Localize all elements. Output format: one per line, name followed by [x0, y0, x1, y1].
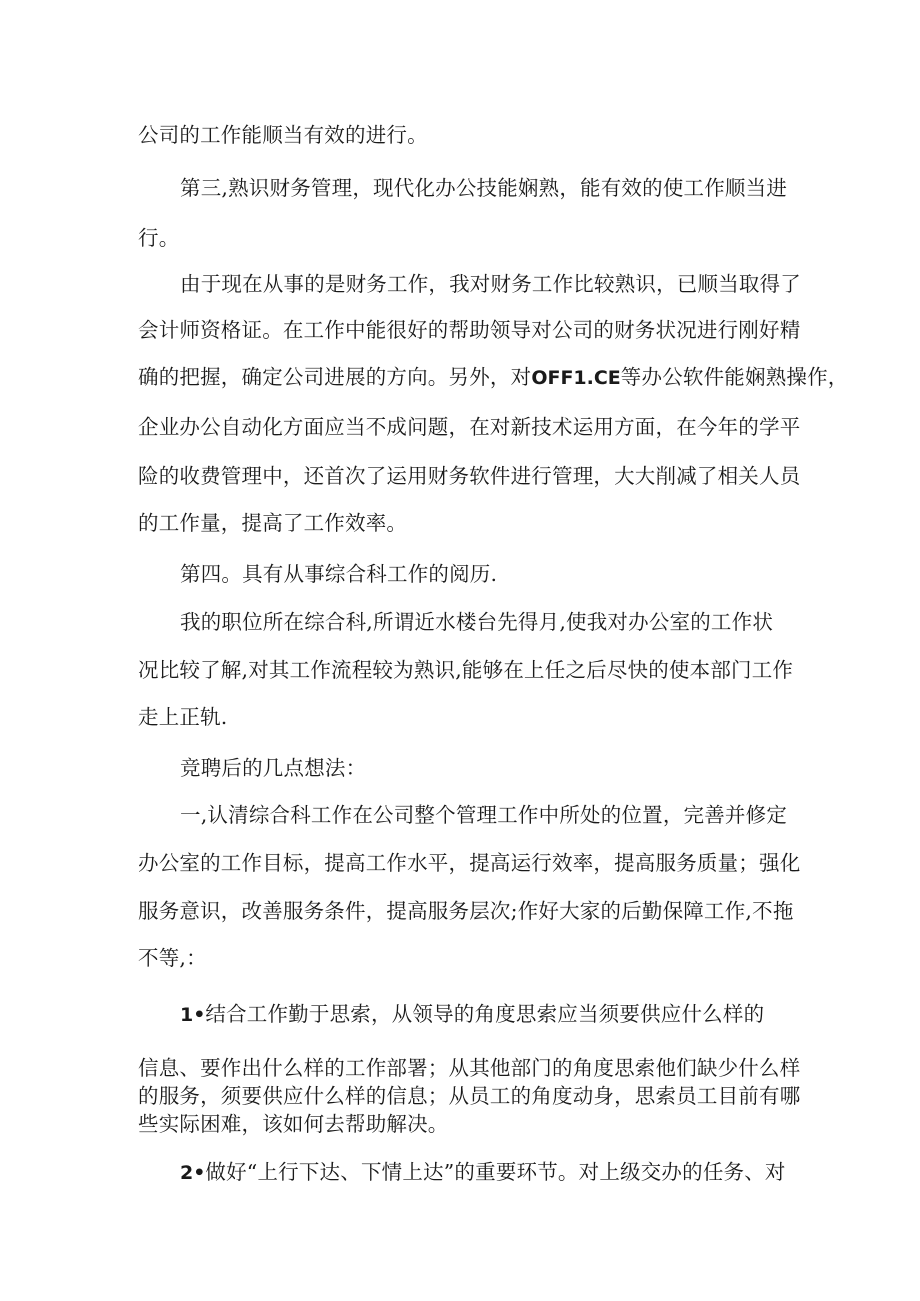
paragraph-line: 第四。具有从事综合科工作的阅历.: [180, 562, 498, 586]
paragraph-line: [138, 363, 849, 392]
paragraph-line: 况比较了解,对其工作流程较为熟识,能够在上任之后尽快的使本部门工作: [138, 658, 794, 682]
paragraph-line: [180, 1000, 764, 1029]
paragraph-line: 由于现在从事的是财务工作，我对财务工作比较熟识，已顺当取得了: [180, 272, 801, 296]
paragraph-line: 办公室的工作目标，提高工作水平，提高运行效率，提高服务质量；强化: [138, 851, 801, 875]
software-name: OFF1.CE: [531, 367, 621, 389]
text-run: 等办公软件能娴熟操作，: [620, 365, 849, 389]
paragraph-line: 的服务，须要供应什么样的信息；从员工的角度动身，思索员工目前有哪: [138, 1084, 801, 1108]
paragraph-line: 企业办公自动化方面应当不成问题，在对新技术运用方面，在今年的学平: [138, 415, 801, 439]
paragraph-line: 险的收费管理中，还首次了运用财务软件进行管理，大大削减了相关人员: [138, 464, 801, 488]
paragraph-line: 公司的工作能顺当有效的进行。: [138, 123, 428, 147]
paragraph-line: [180, 1158, 786, 1187]
paragraph-line: 服务意识，改善服务条件，提高服务层次;作好大家的后勤保障工作,不拖: [138, 899, 794, 923]
text-run: 做好“上行下达、下情上达”的重要环节。对上级交办的任务、对: [205, 1160, 786, 1184]
list-number: 2•: [180, 1162, 206, 1184]
text-run: 结合工作勤于思索，从领导的角度思索应当须要供应什么样的: [205, 1002, 765, 1026]
paragraph-line: 走上正轨.: [138, 705, 228, 729]
list-number: 1•: [180, 1004, 206, 1026]
paragraph-line: 的工作量，提高了工作效率。: [138, 511, 408, 535]
paragraph-line: 第三,熟识财务管理，现代化办公技能娴熟，能有效的使工作顺当进: [180, 176, 788, 200]
paragraph-line: 竞聘后的几点想法：: [180, 756, 367, 780]
paragraph-line: 会计师资格证。在工作中能很好的帮助领导对公司的财务状况进行刚好精: [138, 318, 801, 342]
paragraph-line: 不等,：: [138, 946, 207, 970]
paragraph-line: 一,认清综合科工作在公司整个管理工作中所处的位置，完善并修定: [180, 803, 788, 827]
paragraph-line: 行。: [138, 226, 180, 250]
paragraph-line: 信息、要作出什么样的工作部署；从其他部门的角度思索他们缺少什么样: [138, 1056, 801, 1080]
text-run: 确的把握，确定公司进展的方向。另外，对: [138, 365, 532, 389]
paragraph-line: 我的职位所在综合科,所谓近水楼台先得月,使我对办公室的工作状: [180, 610, 774, 634]
paragraph-line: 些实际困难，该如何去帮助解决。: [138, 1112, 449, 1136]
